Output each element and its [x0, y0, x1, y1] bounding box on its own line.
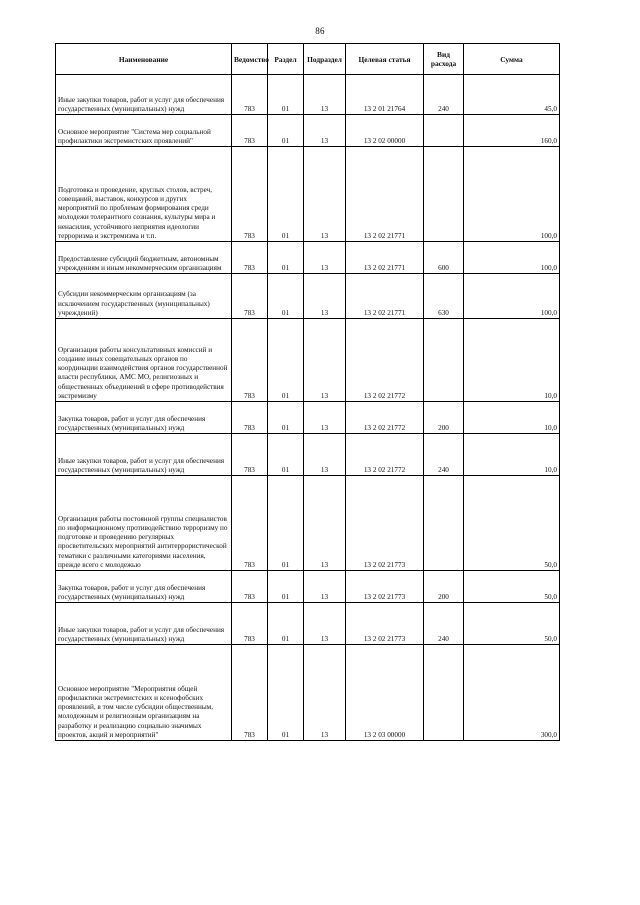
table-row [56, 242, 560, 274]
row-section: 01 [268, 75, 304, 115]
row-target: 13 2 02 21773 [346, 571, 424, 603]
row-kind: 600 [424, 242, 464, 274]
table-row [56, 434, 560, 476]
row-subsection: 13 [304, 434, 346, 476]
row-subsection: 13 [304, 571, 346, 603]
row-target: 13 2 02 21772 [346, 402, 424, 434]
table-row [56, 402, 560, 434]
row-kind [424, 147, 464, 242]
row-sum: 50,0 [464, 476, 560, 571]
row-section: 01 [268, 115, 304, 147]
row-section: 01 [268, 571, 304, 603]
row-dept: 783 [232, 115, 268, 147]
row-target: 13 2 01 21764 [346, 75, 424, 115]
row-subsection: 13 [304, 402, 346, 434]
row-target: 13 2 02 21773 [346, 476, 424, 571]
header-sum: Сумма [464, 44, 560, 75]
budget-table [55, 43, 560, 741]
row-name: Предоставление субсидий бюджетным, автономным учреждениям и иным некоммерческим организациям [56, 242, 232, 274]
table-row [56, 476, 560, 571]
row-subsection: 13 [304, 476, 346, 571]
row-name: Подготовка и проведение, круглых столов, встреч, совещаний, выставок, конкурсов и других мероприятий по проблемам формирования среди молодежи толерантного сознания, культуры мира и ненасилия, устойчивого неприятия идеологии терроризма и экстремизма и т.п. [56, 147, 232, 242]
row-kind: 200 [424, 571, 464, 603]
row-sum: 100,0 [464, 147, 560, 242]
header-target: Целевая статья [346, 44, 424, 75]
row-subsection: 13 [304, 274, 346, 319]
row-dept: 783 [232, 402, 268, 434]
row-dept: 783 [232, 603, 268, 645]
page-number: 86 [315, 26, 325, 36]
row-name: Иные закупки товаров, работ и услуг для обеспечения государственных (муниципальных) нужд [56, 75, 232, 115]
row-kind [424, 645, 464, 741]
header-kind: Вид расхода [424, 44, 464, 75]
row-section: 01 [268, 434, 304, 476]
row-target: 13 2 02 21772 [346, 434, 424, 476]
row-sum: 10,0 [464, 402, 560, 434]
row-target: 13 2 03 00000 [346, 645, 424, 741]
row-kind [424, 115, 464, 147]
row-dept: 783 [232, 274, 268, 319]
table-row [56, 603, 560, 645]
row-subsection: 13 [304, 115, 346, 147]
header-name: Наименование [56, 44, 232, 75]
row-dept: 783 [232, 476, 268, 571]
row-sum: 50,0 [464, 571, 560, 603]
row-subsection: 13 [304, 319, 346, 402]
row-name: Организация работы постоянной группы специалистов по информационному противодействию терроризму по подготовке и проведению регулярных просветительских мероприятий антитеррористической тематики с различными категориями населения, прежде всего с молодежью [56, 476, 232, 571]
table-row [56, 319, 560, 402]
row-subsection: 13 [304, 603, 346, 645]
row-name: Основное мероприятие "Система мер социальной профилактики экстремистских проявлений" [56, 115, 232, 147]
row-name: Закупка товаров, работ и услуг для обеспечения государственных (муниципальных) нужд [56, 402, 232, 434]
row-sum: 160,0 [464, 115, 560, 147]
row-section: 01 [268, 402, 304, 434]
row-dept: 783 [232, 75, 268, 115]
row-subsection: 13 [304, 75, 346, 115]
table-row [56, 645, 560, 741]
row-dept: 783 [232, 242, 268, 274]
row-section: 01 [268, 645, 304, 741]
row-sum: 100,0 [464, 274, 560, 319]
row-name: Иные закупки товаров, работ и услуг для обеспечения государственных (муниципальных) нужд [56, 434, 232, 476]
row-sum: 100,0 [464, 242, 560, 274]
row-target: 13 2 02 21772 [346, 319, 424, 402]
row-section: 01 [268, 319, 304, 402]
header-subsection: Подраздел [304, 44, 346, 75]
row-name: Основное мероприятие "Мероприятия общей профилактики экстремистских и ксенофобских проявлений, в том числе субсидии общественным, молодежным и религиозным организациям на разработку и реализацию социально значимых проектов, акций и мероприятий" [56, 645, 232, 741]
row-name: Закупка товаров, работ и услуг для обеспечения государственных (муниципальных) нужд [56, 571, 232, 603]
row-section: 01 [268, 242, 304, 274]
row-kind [424, 476, 464, 571]
row-sum: 10,0 [464, 434, 560, 476]
row-section: 01 [268, 476, 304, 571]
row-subsection: 13 [304, 147, 346, 242]
row-dept: 783 [232, 571, 268, 603]
row-kind: 240 [424, 434, 464, 476]
table-row [56, 147, 560, 242]
row-dept: 783 [232, 645, 268, 741]
table-row [56, 75, 560, 115]
row-name: Организация работы консультативных комиссий и создание иных совещательных органов по координации взаимодействия органов государственной власти республики, АМС МО, религиозных и общественных объединений в сфере противодействия экстремизму [56, 319, 232, 402]
row-section: 01 [268, 147, 304, 242]
row-kind: 240 [424, 75, 464, 115]
row-target: 13 2 02 21771 [346, 242, 424, 274]
row-target: 13 2 02 00000 [346, 115, 424, 147]
row-section: 01 [268, 274, 304, 319]
row-section: 01 [268, 603, 304, 645]
row-subsection: 13 [304, 242, 346, 274]
table-row [56, 115, 560, 147]
row-dept: 783 [232, 319, 268, 402]
row-sum: 10,0 [464, 319, 560, 402]
row-dept: 783 [232, 434, 268, 476]
table-row [56, 571, 560, 603]
row-dept: 783 [232, 147, 268, 242]
header-dept: Ведомство [232, 44, 268, 75]
row-target: 13 2 02 21771 [346, 274, 424, 319]
row-kind [424, 319, 464, 402]
header-section: Раздел [268, 44, 304, 75]
row-kind: 630 [424, 274, 464, 319]
row-name: Иные закупки товаров, работ и услуг для обеспечения государственных (муниципальных) нужд [56, 603, 232, 645]
row-kind: 200 [424, 402, 464, 434]
row-name: Субсидии некоммерческим организациям (за исключением государственных (муниципальных) учреждений) [56, 274, 232, 319]
row-sum: 45,0 [464, 75, 560, 115]
row-sum: 300,0 [464, 645, 560, 741]
table-row [56, 274, 560, 319]
row-kind: 240 [424, 603, 464, 645]
row-target: 13 2 02 21771 [346, 147, 424, 242]
table-header-row [56, 44, 560, 75]
row-sum: 50,0 [464, 603, 560, 645]
row-subsection: 13 [304, 645, 346, 741]
row-target: 13 2 02 21773 [346, 603, 424, 645]
